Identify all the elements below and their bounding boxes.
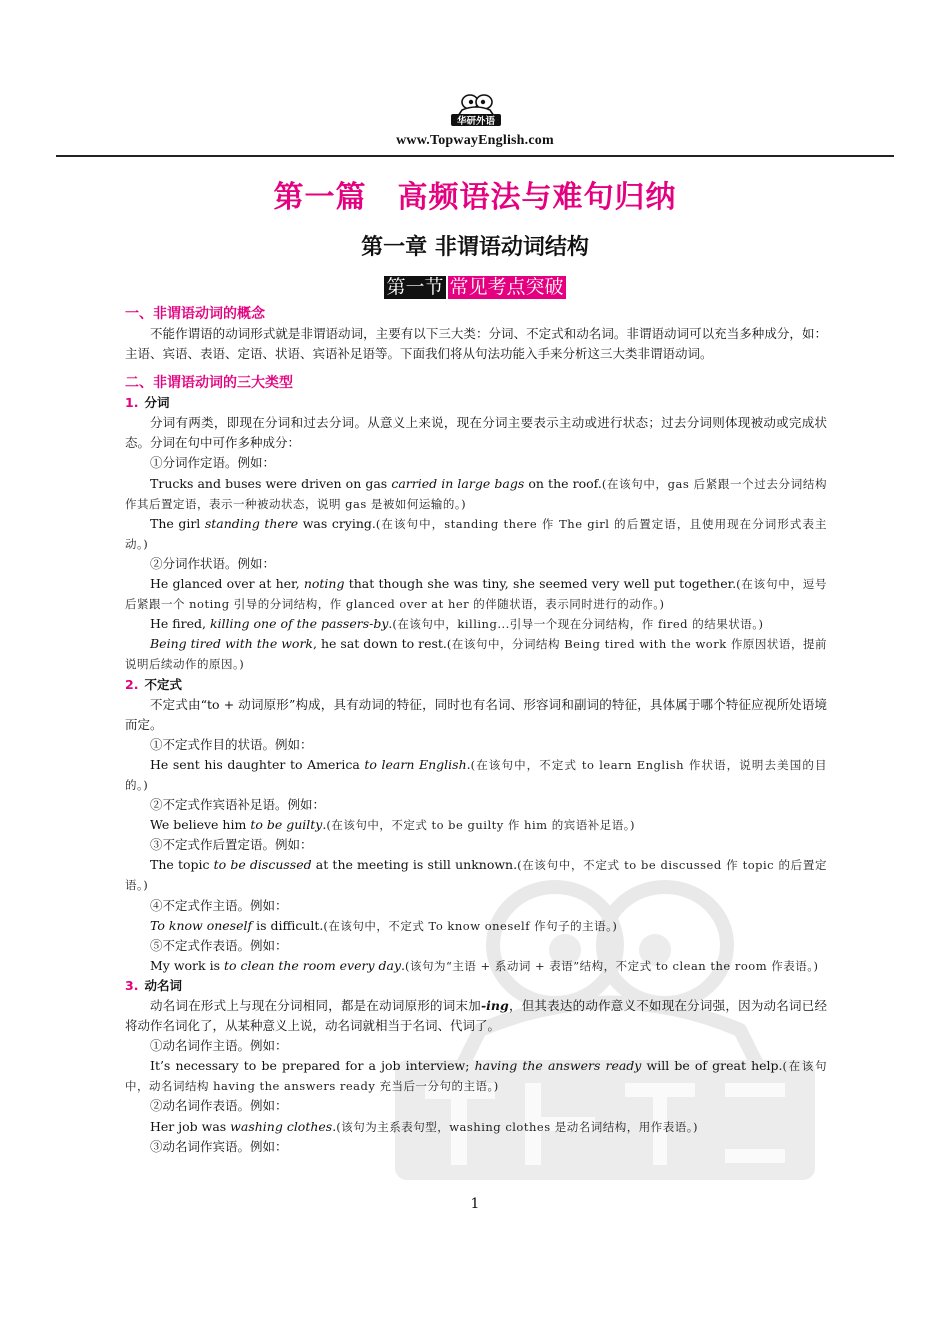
- section-banner-title: 常见考点突破: [449, 276, 564, 298]
- subheading-participle: 1. 分词: [125, 395, 170, 411]
- section-heading-concept: 一、非谓语动词的概念: [125, 306, 265, 322]
- example-sentence: My work is to clean the room every day.(该句为“主语 + 系动词 + 表语”结构，不定式 to clean the room 作表语。): [150, 957, 819, 973]
- main-content: [125, 304, 827, 1157]
- site-url: www.TopwayEnglish.com: [396, 133, 554, 148]
- example-sentence: Being tired with the work, he sat down to rest.(在该句中，分词结构 Being tired with the work 作原因状语，提前说明后续动作的原因。): [125, 636, 827, 672]
- example-sentence: To know oneself is difficult.(在该句中，不定式 To know oneself 作句子的主语。): [150, 917, 618, 933]
- subheading-infinitive: 2. 不定式: [125, 676, 182, 692]
- example-sentence: We believe him to be guilty.(在该句中，不定式 to be guilty 作 him 的宾语补足语。): [150, 817, 635, 833]
- paragraph: 分词有两类，即现在分词和过去分词。从意义上来说，现在分词主要表示主动或进行状态；过去分词则体现被动或完成状态。分词在句中可作多种成分：: [125, 415, 827, 451]
- usage-label: ②不定式作宾语补足语。例如：: [150, 797, 326, 813]
- example-sentence: Her job was washing clothes.(该句为主系表句型，washing clothes 是动名词结构，用作表语。): [150, 1118, 698, 1134]
- part-title: 第一篇 高频语法与难句归纳: [273, 180, 677, 215]
- section-banner: [0, 276, 950, 299]
- paragraph: 动名词在形式上与现在分词相同，都是在动词原形的词末加-ing，但其表达的动作意义不如现在分词强，因为动名词已经将动作名词化了，从某种意义上说，动名词就相当于名词、代词了。: [125, 998, 827, 1034]
- example-sentence: Trucks and buses were driven on gas carried in large bags on the roof.(在该句中，gas 后紧跟一个过去分词结构作其后置定语，表示一种被动状态，说明 gas 是被如何运输的。): [125, 475, 827, 511]
- header-divider: [56, 155, 894, 157]
- usage-label: ①不定式作目的状语。例如：: [150, 736, 313, 752]
- usage-label: ②分词作状语。例如：: [150, 555, 276, 571]
- usage-label: ③不定式作后置定语。例如：: [150, 837, 313, 853]
- section-banner-number: 第一节: [386, 276, 444, 298]
- paragraph: 不定式由“to + 动词原形”构成，具有动词的特征，同时也有名词、形容词和副词的特征，具体属于哪个特征应视所处语境而定。: [125, 696, 827, 732]
- example-sentence: The girl standing there was crying.(在该句中，standing there 作 The girl 的后置定语，且使用现在分词形式表主动。): [125, 515, 828, 551]
- section-heading-types: 二、非谓语动词的三大类型: [125, 375, 293, 392]
- usage-label: ②动名词作表语。例如：: [150, 1098, 288, 1114]
- svg-text:华研外语: 华研外语: [456, 116, 496, 127]
- usage-label: ①分词作定语。例如：: [150, 455, 276, 471]
- paragraph: 不能作谓语的动词形式就是非谓语动词，主要有以下三大类：分词、不定式和动名词。非谓语动词可以充当多种成分，如：主语、宾语、表语、定语、状语、宾语补足语等。下面我们将从句法功能入手来分析这三大类非谓语动词。: [125, 326, 827, 362]
- example-sentence: The topic to be discussed at the meeting is still unknown.(在该句中，不定式 to be discussed 作 topic 的后置定语。): [125, 857, 828, 893]
- brand-logo-icon: [448, 92, 504, 128]
- example-sentence: He glanced over at her, noting that though she was tiny, she seemed very well put together.(在该句中，逗号后紧跟一个 noting 引导的分词结构，作 glanced over at her 的伴随状语，表示同时进行的动作。): [125, 576, 827, 612]
- usage-label: ①动名词作主语。例如：: [150, 1038, 288, 1054]
- usage-label: ③动名词作宾语。例如：: [150, 1138, 288, 1154]
- example-sentence: It’s necessary to be prepared for a job interview; having the answers ready will be of great help.(在该句中，动名词结构 having the answers ready 充当后一分句的主语。): [125, 1058, 827, 1094]
- usage-label: ⑤不定式作表语。例如：: [150, 937, 288, 953]
- chapter-title: 第一章 非谓语动词结构: [361, 234, 589, 260]
- example-sentence: He sent his daughter to America to learn English.(在该句中，不定式 to learn English 作状语，说明去美国的目的。): [125, 756, 827, 792]
- page-number: 1: [470, 1196, 480, 1212]
- subheading-gerund: 3. 动名词: [125, 977, 182, 993]
- example-sentence: He fired, killing one of the passers-by.(在该句中，killing...引导一个现在分词结构，作 fired 的结果状语。): [150, 616, 764, 632]
- usage-label: ④不定式作主语。例如：: [150, 897, 288, 913]
